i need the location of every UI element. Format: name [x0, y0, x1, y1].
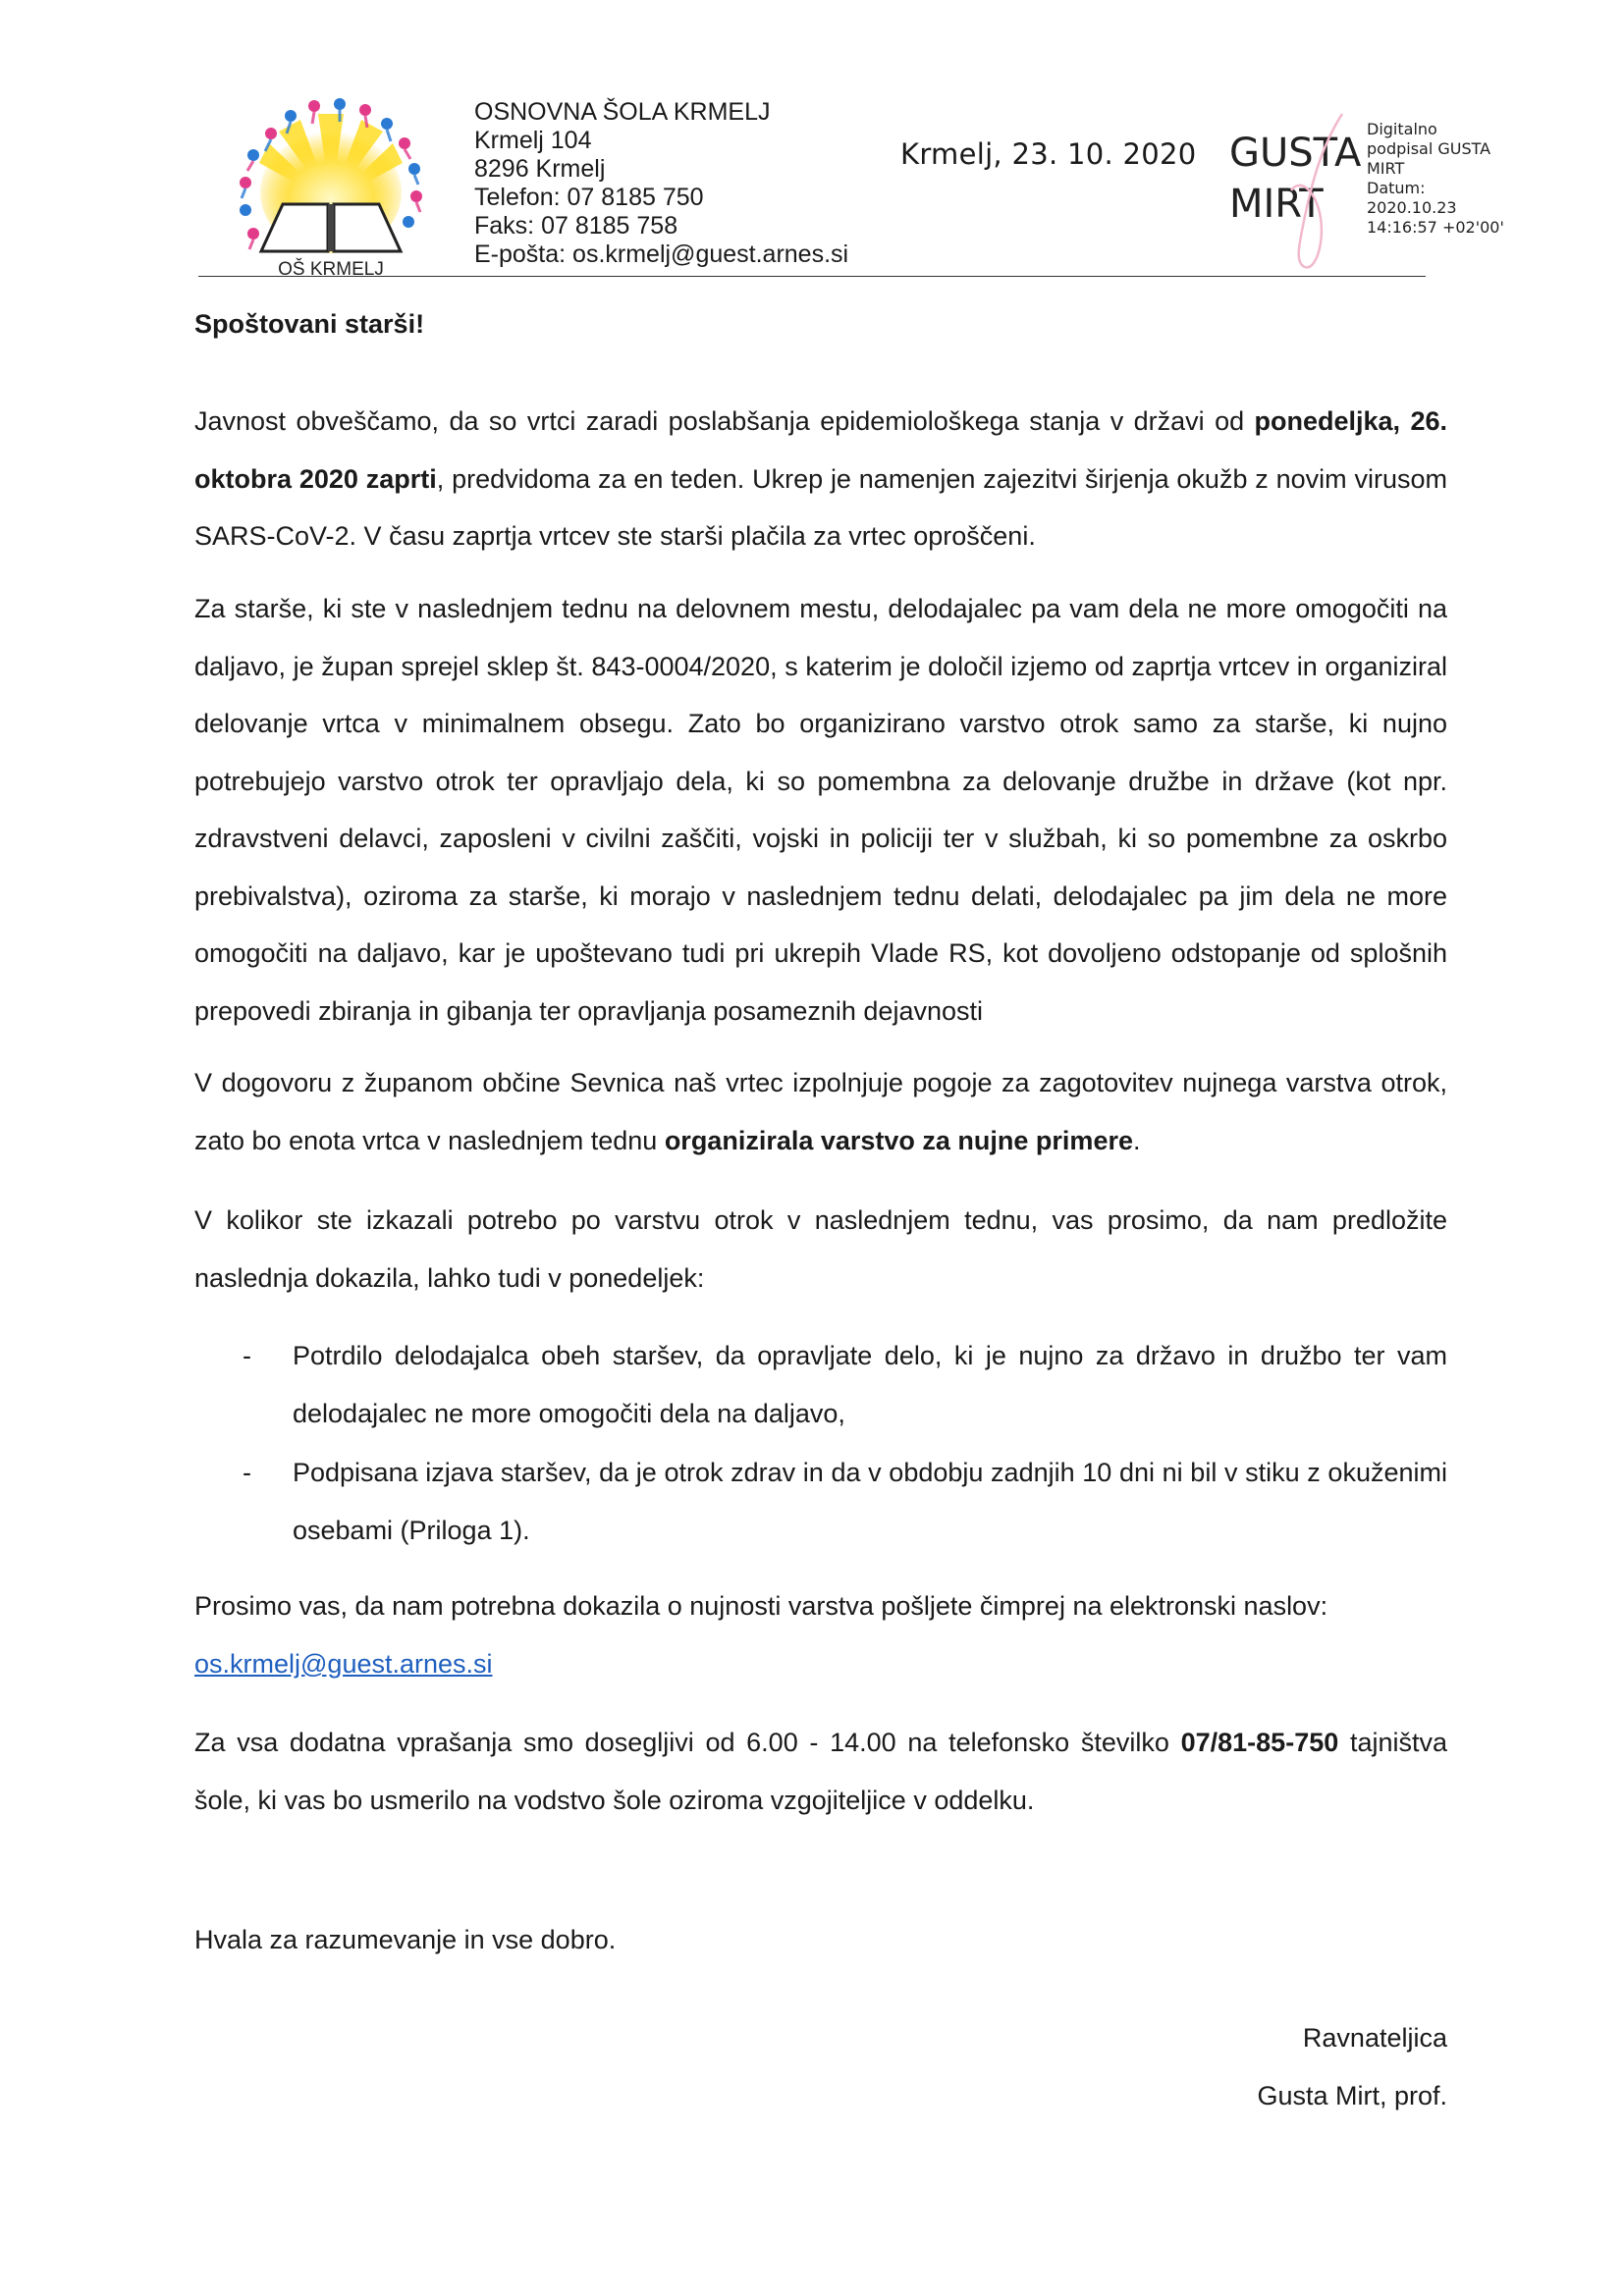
- letter-date: Krmelj, 23. 10. 2020: [900, 137, 1197, 171]
- signature-flourish-icon: [1281, 108, 1360, 275]
- digital-signature-info: [1367, 120, 1504, 238]
- paragraph-send-documents: Prosimo vas, da nam potrebna dokazila o nujnosti varstva pošljete čimprej na elektronski naslov:: [194, 1591, 1328, 1621]
- signature-info-line: Digitalno: [1367, 120, 1437, 138]
- school-name: OSNOVNA ŠOLA KRMELJ: [474, 98, 771, 126]
- list-item-employer-confirmation: Potrdilo delodajalca obeh staršev, da opravljate delo, ki je nujno za državo in družbo ter vam delodajalec ne more omogočiti dela na daljavo,: [293, 1341, 1447, 1428]
- paragraph-text: Za vsa dodatna vprašanja smo dosegljivi od 6.00 - 14.00 na telefonsko številko: [194, 1728, 1181, 1757]
- fax-line: Faks: 07 8185 758: [474, 212, 678, 240]
- paragraph-text: V dogovoru z županom občine Sevnica naš vrtec izpolnjuje pogoje za zagotovitev nujnega varstva otrok, zato bo enota vrtca v naslednjem tednu: [194, 1068, 1447, 1155]
- signoff-title: Ravnateljica: [1302, 2023, 1447, 2053]
- signature-info-line: Datum:: [1367, 179, 1426, 197]
- signature-info-line: 2020.10.23: [1367, 198, 1457, 217]
- paragraph-contact: [194, 1714, 1447, 1829]
- greeting: Spoštovani starši!: [194, 309, 425, 339]
- signature-name-line2: MIRT: [1229, 182, 1324, 227]
- signature-info-line: MIRT: [1367, 159, 1405, 178]
- school-address-block: [474, 98, 848, 269]
- signature-info-line: 14:16:57 +02'00': [1367, 218, 1504, 237]
- paragraph-bold-text: organizirala varstvo za nujne primere: [664, 1125, 1133, 1155]
- closing-line: Hvala za razumevanje in vse dobro.: [194, 1925, 617, 1954]
- signoff-name: Gusta Mirt, prof.: [1257, 2081, 1447, 2110]
- paragraph-text: Javnost obveščamo, da so vrtci zaradi poslabšanja epidemiološkega stanja v državi od: [194, 406, 1255, 436]
- paragraph-exception: Za starše, ki ste v naslednjem tednu na delovnem mestu, delodajalec pa vam dela ne more omogočiti na daljavo, je župan sprejel sklep št. 843-0004/2020, s katerim je določil izjemo od zaprtja vrtcev in organiziral delovanje vrtca v minimalnem obsegu. Zato bo organizirano varstvo otrok samo za starše, ki nujno potrebujejo varstvo otrok ter opravljajo dela, ki so pomembna za delovanje družbe in države (kot npr. zdravstveni delavci, zaposleni v civilni zaščiti, vojski in policiji ter v službah, ki so pomembne za oskrbo prebivalstva), oziroma za starše, ki morajo v naslednjem tednu delati, delodajalec pa jim dela ne more omogočiti na daljavo, kar je upoštevano tudi pri ukrepih Vlade RS, kot dovoljeno odstopanje od splošnih prepovedi zbiranja in gibanja ter opravljanja posameznih dejavnosti: [194, 594, 1447, 1026]
- school-logo: [222, 94, 440, 281]
- email-line: E-pošta: os.krmelj@guest.arnes.si: [474, 240, 849, 268]
- signature-name-line1: GUSTA: [1229, 131, 1362, 176]
- paragraph-text: tajništva šole, ki vas bo usmerilo na vodstvo šole oziroma vzgojiteljice v oddelku.: [194, 1728, 1447, 1815]
- paragraph-agreement: [194, 1054, 1447, 1169]
- school-logo-graphic: [222, 94, 440, 281]
- list-item-signed-statement: Podpisana izjava staršev, da je otrok zdrav in da v obdobju zadnjih 10 dni ni bil v stiku z okuženimi osebami (Priloga 1).: [293, 1458, 1447, 1545]
- email-link[interactable]: os.krmelj@guest.arnes.si: [194, 1649, 493, 1679]
- list-bullet: -: [243, 1458, 251, 1487]
- paragraph-text: , predvidoma za en teden. Ukrep je namenjen zajezitvi širjenja okužb z novim virusom SARS-CoV-2. V času zaprtja vrtcev ste starši plačila za vrtec oproščeni.: [194, 463, 1447, 551]
- paragraph-closure-notice: [194, 393, 1447, 565]
- letterhead-divider: [198, 276, 1426, 277]
- phone-line: Telefon: 07 8185 750: [474, 184, 704, 211]
- phone-number-bold: 07/81-85-750: [1180, 1728, 1339, 1757]
- paragraph-bold-text: ponedeljka, 26. oktobra 2020 zaprti: [194, 406, 1448, 494]
- paragraph-text: .: [1132, 1125, 1141, 1155]
- logo-text: OŠ KRMELJ: [278, 259, 384, 280]
- signature-info-line: podpisal GUSTA: [1367, 139, 1491, 158]
- address-street: Krmelj 104: [474, 127, 592, 154]
- address-city: 8296 Krmelj: [474, 155, 606, 183]
- paragraph-request: V kolikor ste izkazali potrebo po varstvu otrok v naslednjem tednu, vas prosimo, da nam predložite naslednja dokazila, lahko tudi v ponedeljek:: [194, 1205, 1447, 1293]
- list-bullet: -: [243, 1341, 251, 1370]
